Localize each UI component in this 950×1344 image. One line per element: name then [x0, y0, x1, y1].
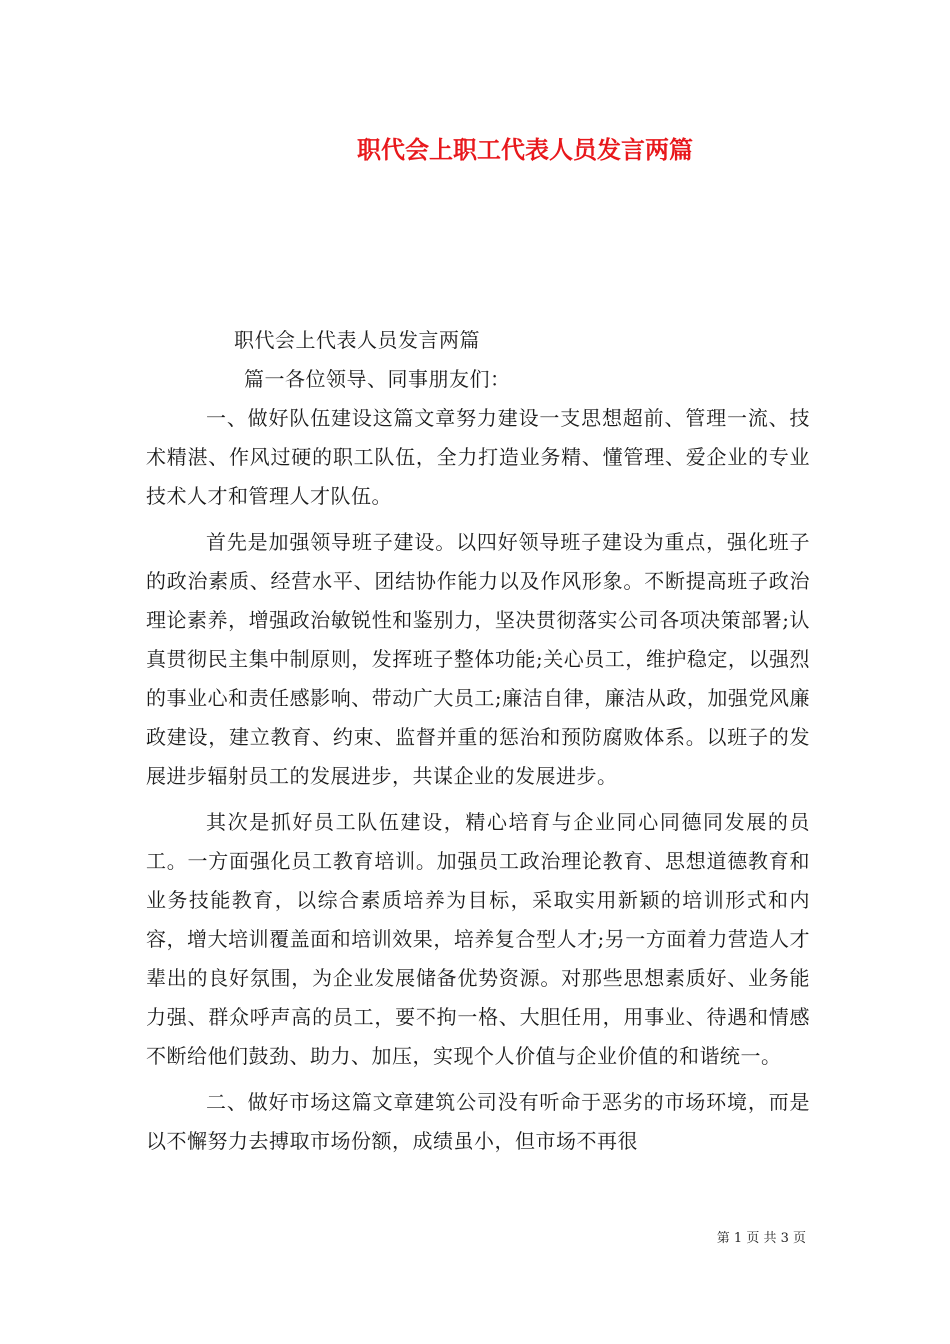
page-number-footer: 第 1 页 共 3 页	[716, 1231, 806, 1246]
paragraph: 首先是加强领导班子建设。以四好领导班子建设为重点，强化班子的政治素质、经营水平、团结协作能力以及作风形象。不断提高班子政治理论素养，增强政治敏锐性和鉴别力，坚决贯彻落实公司各项决策部署;认真贯彻民主集中制原则，发挥班子整体功能;关心员工，维护稳定，以强烈的事业心和责任感影响、带动广大员工;廉洁自律，廉洁从政，加强党风廉政建设，建立教育、约束、监督并重的惩治和预防腐败体系。以班子的发展进步辐射员工的发展进步，共谋企业的发展进步。	[146, 530, 810, 788]
article-greeting: 篇一各位领导、同事朋友们：	[244, 367, 511, 391]
paragraph: 二、做好市场这篇文章建筑公司没有听命于恶劣的市场环境，而是以不懈努力去搏取市场份额，成绩虽小，但市场不再很	[146, 1090, 810, 1153]
document-body	[146, 321, 810, 1161]
paragraph: 其次是抓好员工队伍建设，精心培育与企业同心同德同发展的员工。一方面强化员工教育培训。加强员工政治理论教育、思想道德教育和业务技能教育，以综合素质培养为目标，采取实用新颖的培训形式和内容，增大培训覆盖面和培训效果，培养复合型人才;另一方面着力营造人才辈出的良好氛围，为企业发展储备优势资源。对那些思想素质好、业务能力强、群众呼声高的员工，要不拘一格、大胆任用，用事业、待遇和情感不断给他们鼓劲、助力、加压，实现个人价值与企业价值的和谐统一。	[146, 810, 810, 1068]
document-title: 职代会上职工代表人员发言两篇	[357, 136, 693, 164]
paragraph: 一、做好队伍建设这篇文章努力建设一支思想超前、管理一流、技术精湛、作风过硬的职工队伍，全力打造业务精、懂管理、爱企业的专业技术人才和管理人才队伍。	[146, 406, 810, 508]
article-subtitle: 职代会上代表人员发言两篇	[234, 328, 480, 352]
